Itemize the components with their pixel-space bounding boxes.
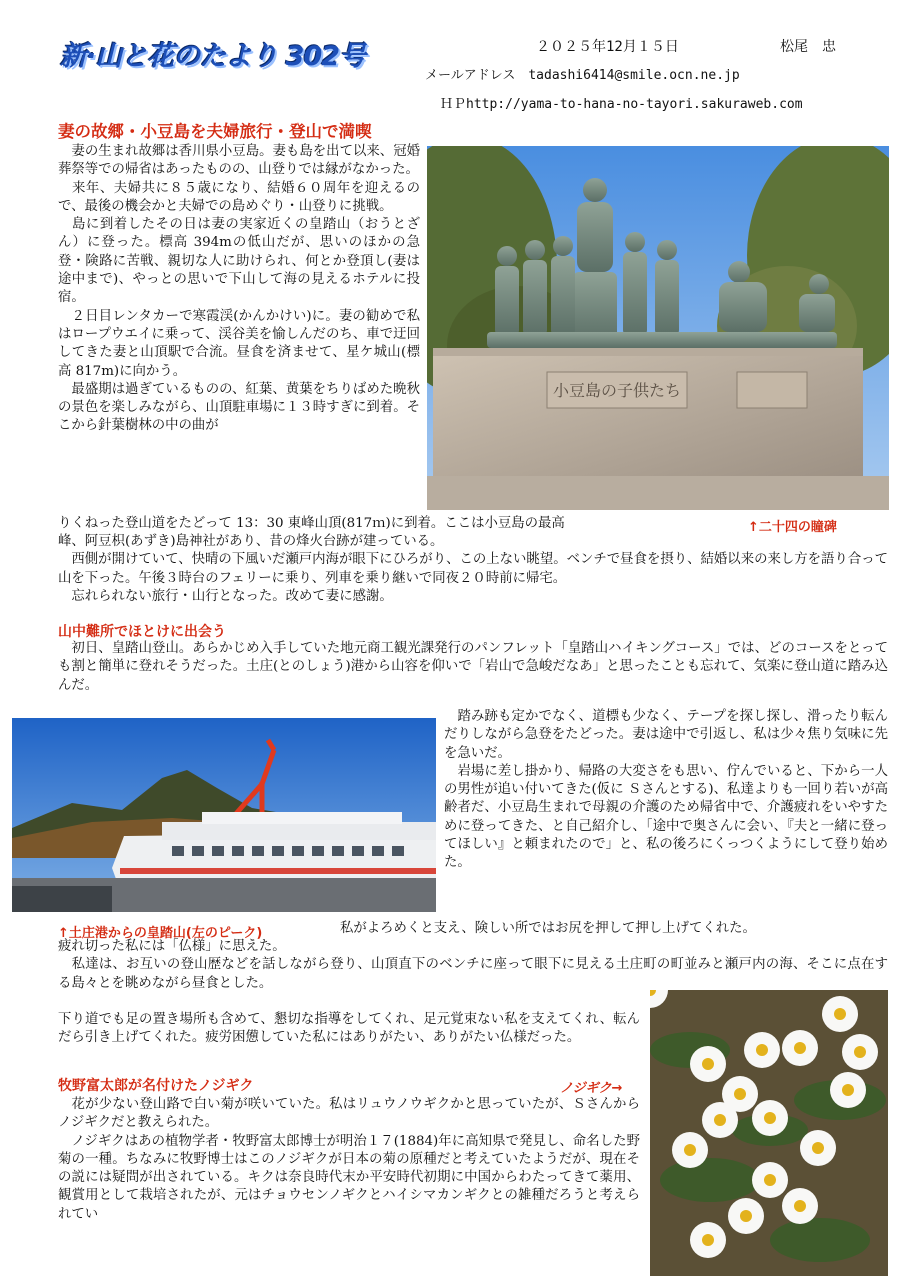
article-text-buddha-caption-line: 私がよろめくと支え、険しい所ではお尻を押して押し上げてくれた。 [340, 921, 756, 936]
newsletter-title: 新·山と花のたより 302号 [60, 41, 366, 72]
article-text-trip-wide-line: りくねった登山道をたどって 13：30 東峰山頂(817ｍ)に到着。ここは小豆島の最高 [58, 516, 565, 531]
section-heading-buddha: 山中難所でほとけに出会う [58, 624, 226, 640]
homepage-line: ＨＰhttp://yama-to-hana-no-tayori.sakuraweb.com [440, 97, 803, 112]
section-heading-trip: 妻の故郷・小豆島を夫婦旅行・登山で満喫 [58, 122, 372, 141]
article-text-buddha-after: 疲れ切った私には「仏様」に思えた。 私達は、お互いの登山歴などを話しながら登り、山頂直下のベンチに座って眼下に見える土庄町の町並みと瀬戸内の海、そこに点在する島々とを眺めながら昼食とした。 [58, 939, 888, 991]
monument-inscription: 小豆島の子供たち [552, 381, 682, 400]
nojigiku-photo [650, 990, 888, 1276]
monument-photo [427, 146, 889, 510]
article-text-buddha-left: 下り道でも足の置き場所も含めて、懇切な指導をしてくれ、足元覚束ない私を支えてくれ、転んだら引き上げてくれた。疲労困憊していた私にはありがたい、ありがたい仏様だった。 [58, 1012, 640, 1046]
monument-photo-caption: ↑二十四の瞳碑 [748, 520, 837, 535]
email-line: メールアドレス tadashi6414@smile.ocn.ne.jp [425, 68, 740, 83]
article-text-buddha-intro: 初日、皇踏山登山。あらかじめ入手していた地元商工観光課発行のパンフレット「皇踏山ハイキングコース」では、どのコースをとっても割と簡単に登れそうだった。土庄(とのしょう)港から山容を仰いで「岩山で急峻だなあ」と思ったことも忘れて、気楽に登山道に踏み込んだ。 [58, 641, 888, 693]
section-heading-nojigiku: 牧野富太郎が名付けたノジギク [58, 1078, 254, 1094]
issue-date: ２０２５年12月１５日 [536, 39, 679, 55]
nojigiku-photo-caption: ノジギク→ [560, 1081, 623, 1096]
author-name: 松尾 忠 [780, 39, 836, 55]
article-text-trip-after: 峰、阿豆枳(あずき)島神社があり、昔の烽火台跡が建っている。 西側が開けていて、快晴の下風いだ瀬戸内海が眼下にひろがり、この上ない眺望。ベンチで昼食を摂り、結婚以来の来し方を語り合って山を下った。午後３時台のフェリーに乗り、列車を乗り継いで同夜２０時前に帰宅。 忘れられない旅行・山行となった。改めて妻に感謝。 [58, 534, 888, 604]
article-text-buddha-right: 踏み跡も定かでなく、道標も少なく、テープを探し探し、滑ったり転んだりしながら急登をたどった。妻は途中で引返し、私は少々焦り気味に先を急いだ。 岩場に差し掛かり、帰路の大変さをも思い、佇んでいると、下から一人の男性が追い付いてきた(仮に Ｓさんとする)、私達よりも一回り若いが高齢者だ、小豆島生まれで母親の介護のため帰省中で、介護疲れをいやすために登ってきた、と自己紹介し、「途中で奥さんに会い、『夫と一緒に登ってほしい』と頼まれたので」と、私の後ろにくっつくようにして登り始めた。 [444, 709, 888, 871]
article-text-nojigiku: 花が少ない登山路で白い菊が咲いていた。私はリュウノウギクかと思っていたが、Ｓさんからノジギクだと教えられた。 ノジギクはあの植物学者・牧野富太郎博士が明治１７(1884)年に高知県で発見し、命名した野菊の一種。ちなみに牧野博士はこのノジギクが日本の菊の原種だと考えていたようだが、現在その説には疑問が出されている。キクは奈良時代末か平安時代初期に中国からわたってきて薬用、観賞用として栽培されたが、元はチョウセンノギクとハイシマカンギクとの雑種だろうと考えられてい [58, 1097, 640, 1222]
harbor-photo-caption: ↑土庄港からの皇踏山(左のピーク) [58, 926, 263, 941]
harbor-photo [12, 718, 436, 912]
article-text-trip-column: 妻の生まれ故郷は香川県小豆島。妻も島を出て以来、冠婚葬祭等での帰省はあったものの、山登りでは縁がなかった。 来年、夫婦共に８５歳になり、結婚６０周年を迎えるので、最後の機会かと夫婦での島めぐり・山登りに挑戦。 島に到着したその日は妻の実家近くの皇踏山（おうとざん）に登った。標高 394mの低山だが、思いのほかの急登・険路に苦戦、親切な人に助けられ、何とか登頂し(妻は途中まで)、やっとの思いで下山して海の見えるホテルに投宿。 ２日目レンタカーで寒霞渓(かんかけい)に。妻の勧めで私はロープウエイに乗って、渓谷美を愉しんだのち、車で迂回してきた妻と山頂駅で合流。昼食を済ませて、星ケ城山(標高 817m)に向かう。 最盛期は過ぎているものの、紅葉、黄葉をちりばめた晩秋の景色を楽しみながら、山頂駐車場に１３時すぎに到着。そこから針葉樹林の中の曲が [58, 144, 420, 434]
